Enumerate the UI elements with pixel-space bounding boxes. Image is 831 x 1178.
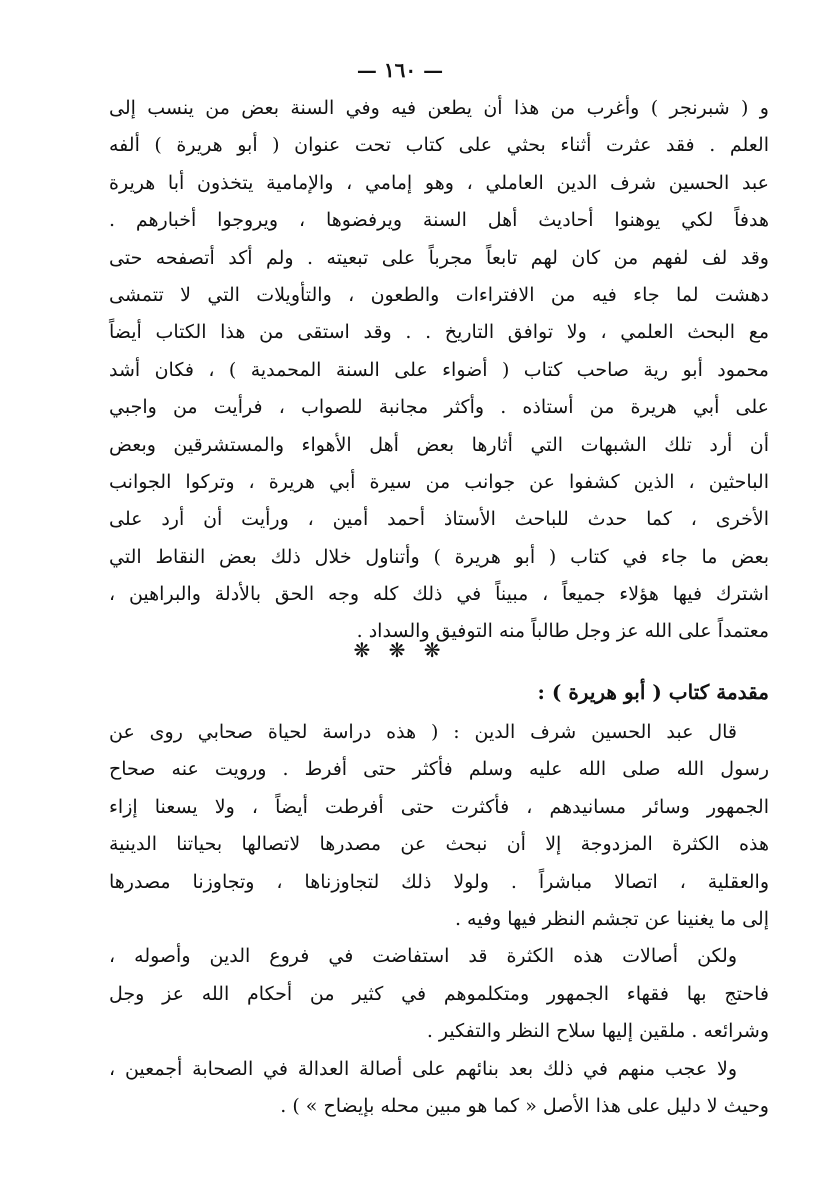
text-line: مع البحث العلمي ، ولا توافق التاريخ . . وقد استقى من هذا الكتاب أيضاً (109, 321, 769, 344)
text-line: هدفاً لكي يوهنوا أحاديث أهل السنة ويرفضوها ، ويروجوا أخبارهم . (109, 209, 769, 232)
paragraph-2 (109, 714, 769, 1125)
text-line: وحيث لا دليل على هذا الأصل « كما هو مبين محله بإيضاح » ) . (280, 1094, 769, 1117)
text-line: والعقلية ، اتصالا مباشراً . ولولا ذلك لتجاوزناها ، وتجاوزنا مصدرها (109, 870, 769, 893)
text-line: هذه الكثرة المزدوجة إلا أن نبحث عن مصدرها لاتصالها بحياتنا الدينية (109, 833, 769, 856)
text-line: على أبي هريرة من أستاذه . وأكثر مجانبة للصواب ، فرأيت من واجبي (109, 396, 769, 419)
text-line: أن أرد تلك الشبهات التي أثارها بعض أهل الأهواء والمستشرقين وبعض (109, 433, 769, 456)
text-line: ولكن أصالات هذه الكثرة قد استفاضت في فروع الدين وأصوله ، (109, 945, 737, 968)
text-line: ولا عجب منهم في ذلك بعد بنائهم على أصالة العدالة في الصحابة أجمعين ، (109, 1057, 737, 1080)
section-heading: مقدمة كتاب ( أبو هريرة ) : (537, 680, 769, 704)
text-line: الأخرى ، كما حدث للباحث الأستاذ أحمد أمين ، ورأيت أن أرد على (109, 508, 769, 531)
text-line: وشرائعه . ملقين إليها سلاح النظر والتفكير . (426, 1020, 769, 1043)
text-line: معتمداً على الله عز وجل طالباً منه التوفيق والسداد . (356, 620, 769, 643)
text-line: الباحثين ، الذين كشفوا عن جوانب من سيرة أبي هريرة ، وتركوا الجوانب (109, 470, 769, 493)
paragraph-1 (109, 90, 769, 651)
text-line: قال عبد الحسين شرف الدين : ( هذه دراسة لحياة صحابي روى عن (109, 721, 737, 743)
text-line: إلى ما يغنينا عن تجشم النظر فيها وفيه . (454, 907, 769, 930)
text-line: فاحتج بها فقهاء الجمهور ومتكلموهم في كثير من أحكام الله عز وجل (109, 982, 769, 1005)
text-line: اشترك فيها هؤلاء جميعاً ، مبيناً في ذلك كله وجه الحق بالأدلة والبراهين ، (109, 583, 769, 606)
text-line: عبد الحسين شرف الدين العاملي ، وهو إمامي ، والإمامية يتخذون أبا هريرة (109, 171, 769, 194)
text-line: الجمهور وسائر مسانيدهم ، فأكثرت حتى أفرطت أيضاً ، ولا يسعنا إزاء (109, 795, 769, 818)
text-line: وقد لف لفهم من كان لهم تابعاً مجرباً على تبعيته . ولم أكد أتصفحه حتى (109, 246, 769, 269)
section-ornament: ❋ ❋ ❋ (353, 638, 447, 662)
text-line: بعض ما جاء في كتاب ( أبو هريرة ) وأتناول خلال ذلك بعض النقاط التي (109, 545, 769, 568)
text-line: رسول الله صلى الله عليه وسلم فأكثر حتى أفرط . ورويت عنه صحاح (109, 758, 769, 781)
page-number: — ١٦٠ — (356, 58, 444, 82)
text-line: العلم . فقد عثرت أثناء بحثي على كتاب تحت عنوان ( أبو هريرة ) ألفه (109, 134, 769, 157)
text-line: محمود أبو رية صاحب كتاب ( أضواء على السنة المحمدية ) ، فكان أشد (109, 358, 769, 381)
text-line: و ( شبرنجر ) وأغرب من هذا أن يطعن فيه وفي السنة بعض من ينسب إلى (109, 97, 769, 119)
text-line: دهشت لما جاء فيه من الافتراءات والطعون ، والتأويلات التي لا تتمشى (109, 283, 769, 306)
